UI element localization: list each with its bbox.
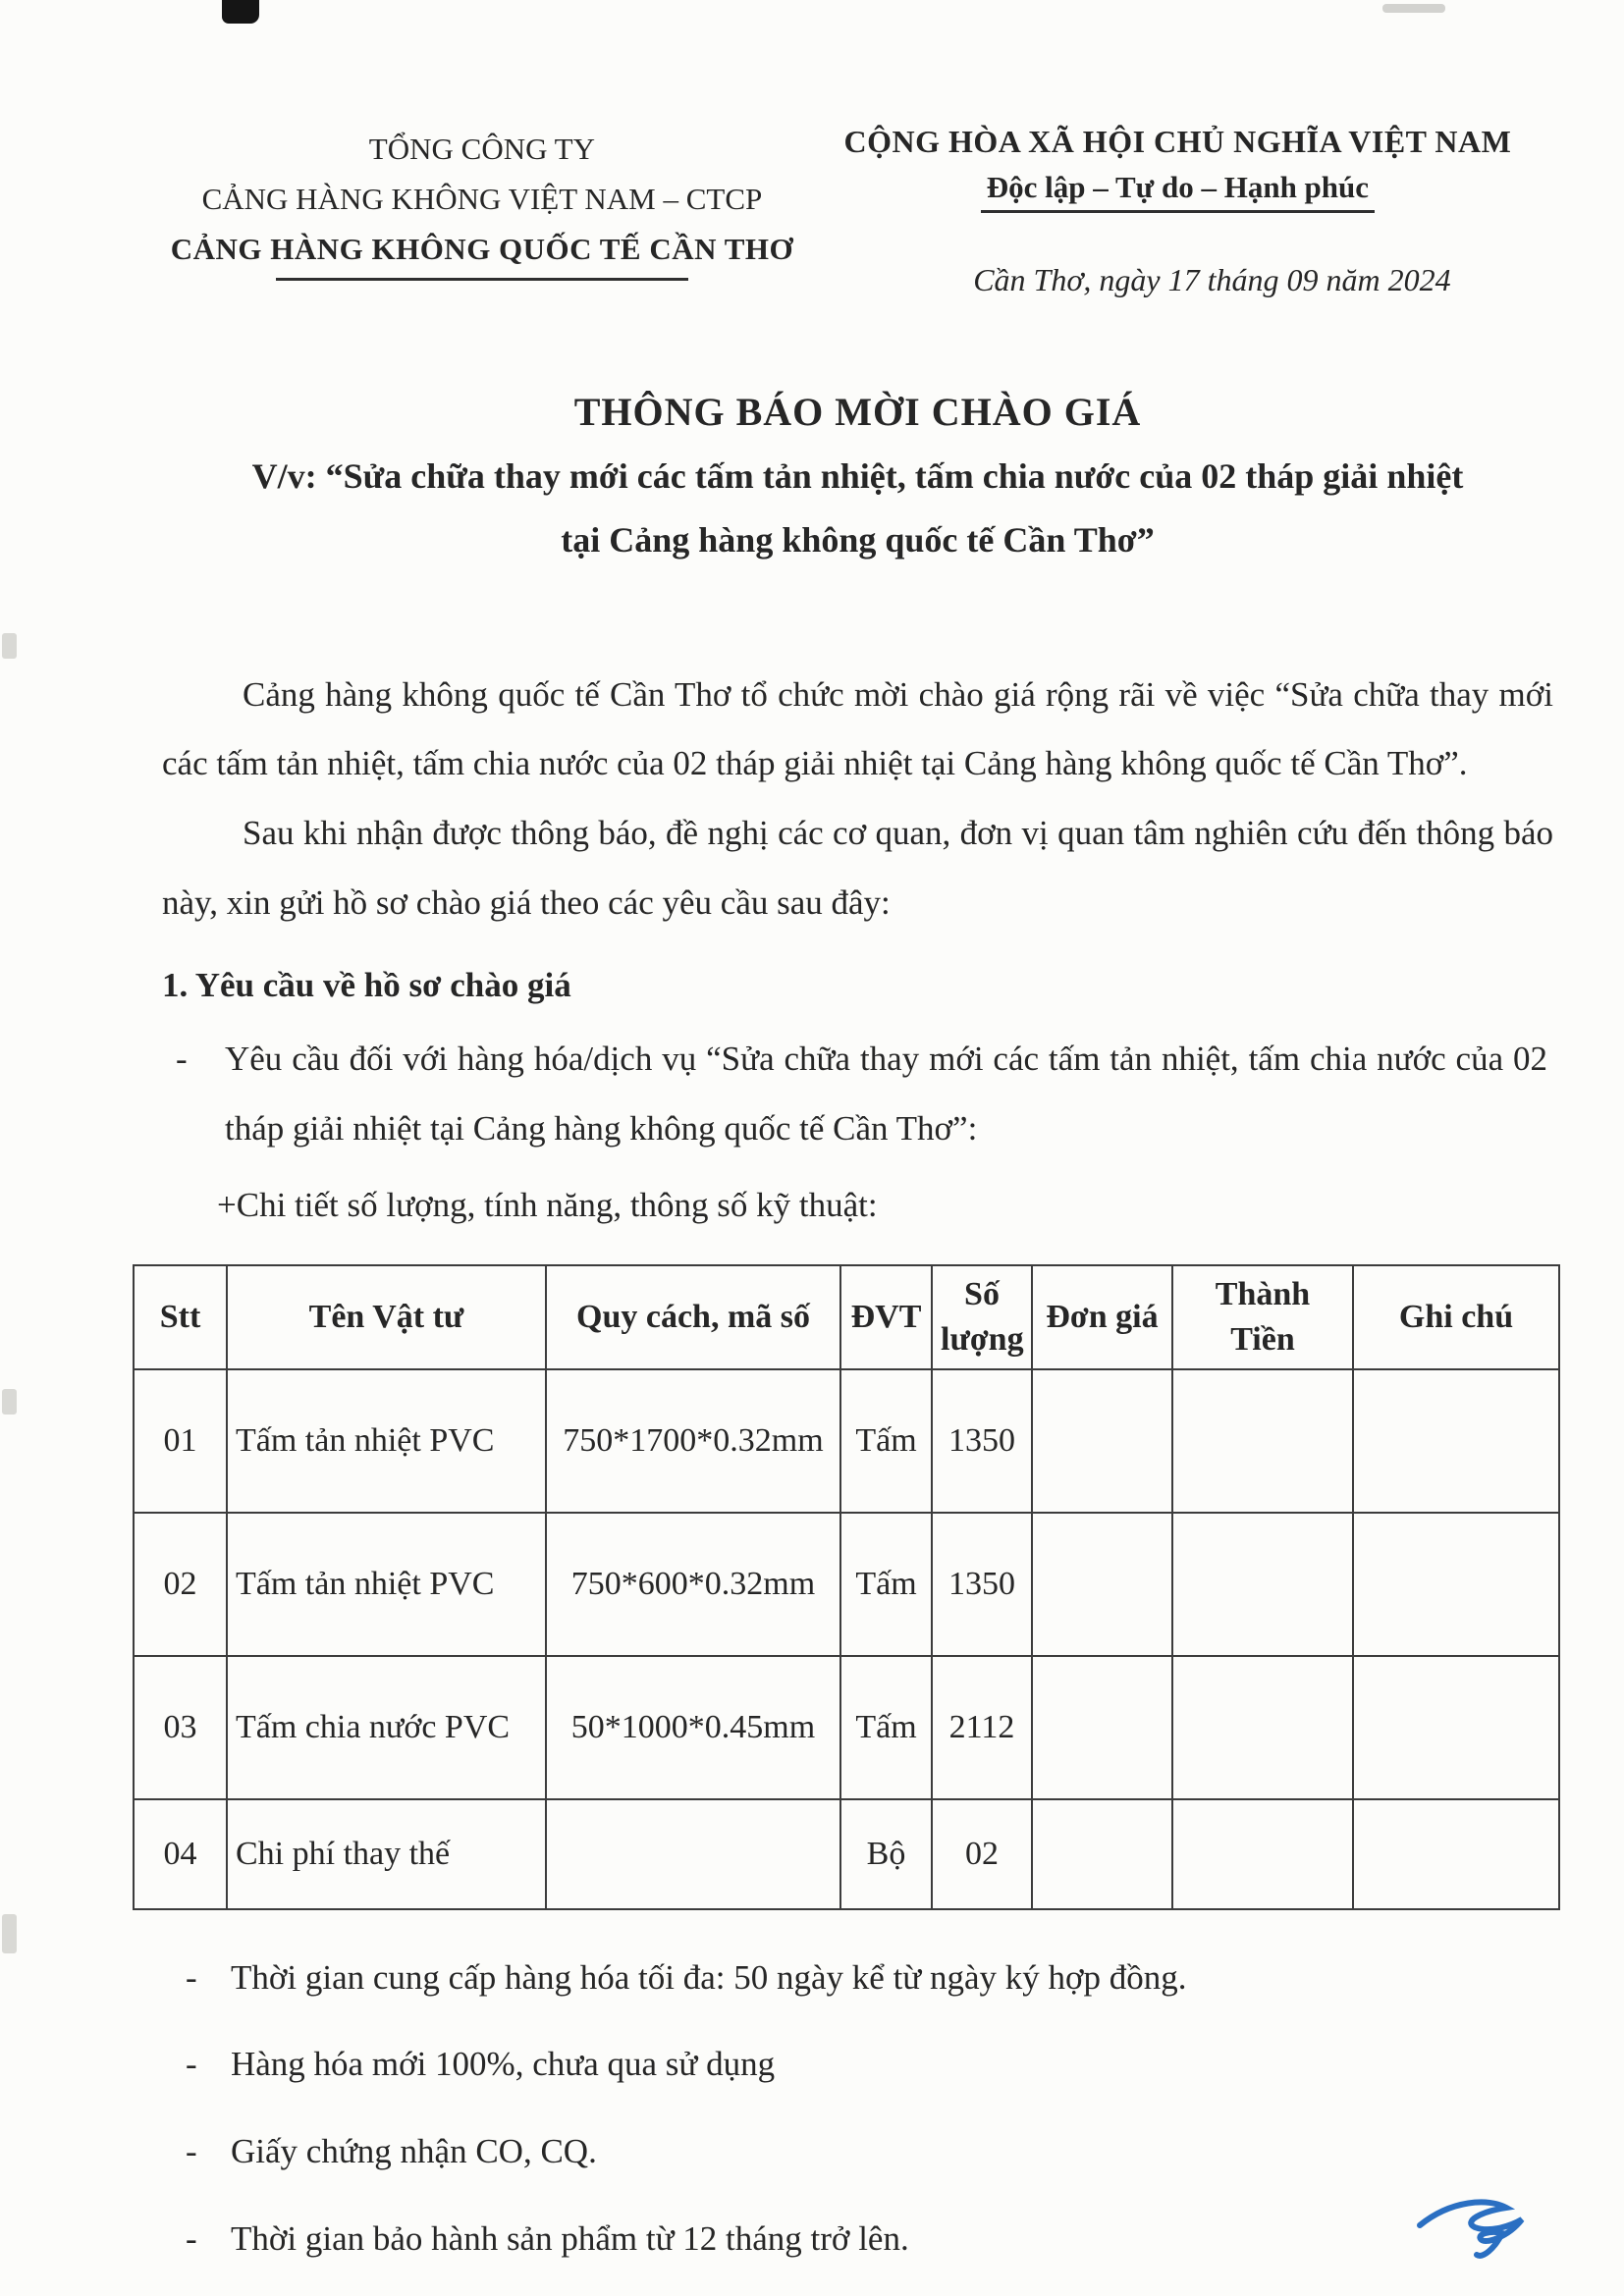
motto-line: Độc lập – Tự do – Hạnh phúc — [981, 168, 1375, 213]
cell-so-luong: 02 — [932, 1799, 1032, 1909]
cell-don-gia — [1032, 1799, 1172, 1909]
list-item — [162, 2215, 1553, 2265]
cell-so-luong: 1350 — [932, 1369, 1032, 1513]
subtitle-line-2: tại Cảng hàng không quốc tế Cần Thơ” — [561, 519, 1155, 560]
cell-stt: 04 — [134, 1799, 227, 1909]
scan-edge-mark — [2, 1914, 17, 1953]
org-parent-name: TỔNG CÔNG TY — [368, 132, 595, 166]
cell-thanh-tien — [1172, 1799, 1353, 1909]
cell-ten-vat-tu: Chi phí thay thế — [227, 1799, 546, 1909]
cell-ghi-chu — [1353, 1513, 1559, 1656]
date-line: Cần Thơ, ngày 17 tháng 09 năm 2024 — [973, 262, 1451, 297]
table-row — [134, 1799, 1559, 1909]
cell-thanh-tien — [1172, 1513, 1353, 1656]
cell-thanh-tien — [1172, 1656, 1353, 1799]
table-row — [134, 1656, 1559, 1799]
org-corporation-name: CẢNG HÀNG KHÔNG VIỆT NAM – CTCP — [201, 182, 763, 217]
cell-ten-vat-tu: Tấm chia nước PVC — [227, 1656, 546, 1799]
document-content — [159, 124, 1553, 2265]
document-header — [162, 124, 1553, 298]
cell-quy-cach: 750*600*0.32mm — [546, 1513, 840, 1656]
cell-dvt: Bộ — [840, 1799, 932, 1909]
note-text: Thời gian cung cấp hàng hóa tối đa: 50 ngày kể từ ngày ký hợp đồng. — [231, 1957, 1187, 1997]
subtitle-line-1: V/v: “Sửa chữa thay mới các tấm tản nhiệt, tấm chia nước của 02 tháp giải nhiệt — [251, 456, 1464, 496]
bullet-dash: - — [186, 2045, 197, 2084]
cell-quy-cach: 750*1700*0.32mm — [546, 1369, 840, 1513]
bullet-dash: - — [186, 2132, 197, 2171]
note-text: Hàng hóa mới 100%, chưa qua sử dụng — [231, 2045, 776, 2084]
scan-artifact-smudge — [1382, 4, 1445, 13]
cell-dvt: Tấm — [840, 1369, 932, 1513]
republic-title: CỘNG HÒA XÃ HỘI CHỦ NGHĨA VIỆT NAM — [843, 124, 1512, 159]
col-header-so-luong: Số lượng — [932, 1265, 1032, 1369]
cell-don-gia — [1032, 1656, 1172, 1799]
document-title: THÔNG BÁO MỜI CHÀO GIÁ — [573, 390, 1142, 434]
col-header-thanh-tien: Thành Tiền — [1172, 1265, 1353, 1369]
cell-dvt: Tấm — [840, 1513, 932, 1656]
pen-signature-mark — [1412, 2198, 1530, 2270]
bullet-dash: - — [176, 1039, 188, 1078]
cell-stt: 01 — [134, 1369, 227, 1513]
cell-stt: 02 — [134, 1513, 227, 1656]
col-header-ghi-chu: Ghi chú — [1353, 1265, 1559, 1369]
body-paragraph-2: Sau khi nhận được thông báo, đề nghị các cơ quan, đơn vị quan tâm nghiên cứu đến thông báo này, xin gửi hồ sơ chào giá theo các yêu cầu sau đây: — [162, 813, 1553, 922]
col-header-quy-cach: Quy cách, mã số — [546, 1265, 840, 1369]
scan-edge-mark — [2, 633, 17, 659]
requirement-bullet-text: Yêu cầu đối với hàng hóa/dịch vụ “Sửa chữa thay mới các tấm tản nhiệt, tấm chia nước của 02 tháp giải nhiệt tại Cảng hàng không quốc tế Cần Thơ”: — [225, 1039, 1547, 1148]
bullet-dash: - — [186, 1957, 197, 1997]
cell-so-luong: 2112 — [932, 1656, 1032, 1799]
section-1-heading: 1. Yêu cầu về hồ sơ chào giá — [162, 966, 571, 1005]
scan-edge-mark — [2, 1389, 17, 1415]
table-header-row — [134, 1265, 1559, 1369]
table-row — [134, 1513, 1559, 1656]
national-motto-block — [802, 124, 1553, 298]
cell-thanh-tien — [1172, 1369, 1353, 1513]
body-paragraph-1: Cảng hàng không quốc tế Cần Thơ tổ chức mời chào giá rộng rãi về việc “Sửa chữa thay mới các tấm tản nhiệt, tấm chia nước của 02 tháp giải nhiệt tại Cảng hàng không quốc tế Cần Thơ”. — [162, 674, 1553, 783]
cell-ghi-chu — [1353, 1656, 1559, 1799]
cell-ghi-chu — [1353, 1369, 1559, 1513]
org-underline-rule — [276, 278, 688, 281]
cell-so-luong: 1350 — [932, 1513, 1032, 1656]
bullet-dash: - — [186, 2218, 197, 2258]
detail-sub-bullet: +Chi tiết số lượng, tính năng, thông số kỹ thuật: — [217, 1186, 878, 1225]
table-row — [134, 1369, 1559, 1513]
cell-quy-cach: 50*1000*0.45mm — [546, 1656, 840, 1799]
cell-stt: 03 — [134, 1656, 227, 1799]
col-header-stt: Stt — [134, 1265, 227, 1369]
note-text: Thời gian bảo hành sản phẩm từ 12 tháng trở lên. — [231, 2218, 909, 2258]
col-header-dvt: ĐVT — [840, 1265, 932, 1369]
conditions-list — [162, 1953, 1553, 2265]
cell-ghi-chu — [1353, 1799, 1559, 1909]
cell-dvt: Tấm — [840, 1656, 932, 1799]
col-header-don-gia: Đơn giá — [1032, 1265, 1172, 1369]
issuing-org-block — [162, 124, 802, 281]
requirement-bullet — [162, 1025, 1553, 1163]
org-airport-name: CẢNG HÀNG KHÔNG QUỐC TẾ CẦN THƠ — [170, 232, 794, 267]
cell-don-gia — [1032, 1369, 1172, 1513]
list-item — [162, 2040, 1553, 2090]
cell-ten-vat-tu: Tấm tản nhiệt PVC — [227, 1369, 546, 1513]
list-item — [162, 2127, 1553, 2177]
materials-table — [133, 1264, 1560, 1910]
note-text: Giấy chứng nhận CO, CQ. — [231, 2132, 597, 2171]
document-subtitle — [162, 445, 1553, 572]
cell-don-gia — [1032, 1513, 1172, 1656]
cell-ten-vat-tu: Tấm tản nhiệt PVC — [227, 1513, 546, 1656]
list-item — [162, 1953, 1553, 2003]
scan-artifact-mark — [222, 0, 259, 24]
col-header-ten-vat-tu: Tên Vật tư — [227, 1265, 546, 1369]
cell-quy-cach — [546, 1799, 840, 1909]
